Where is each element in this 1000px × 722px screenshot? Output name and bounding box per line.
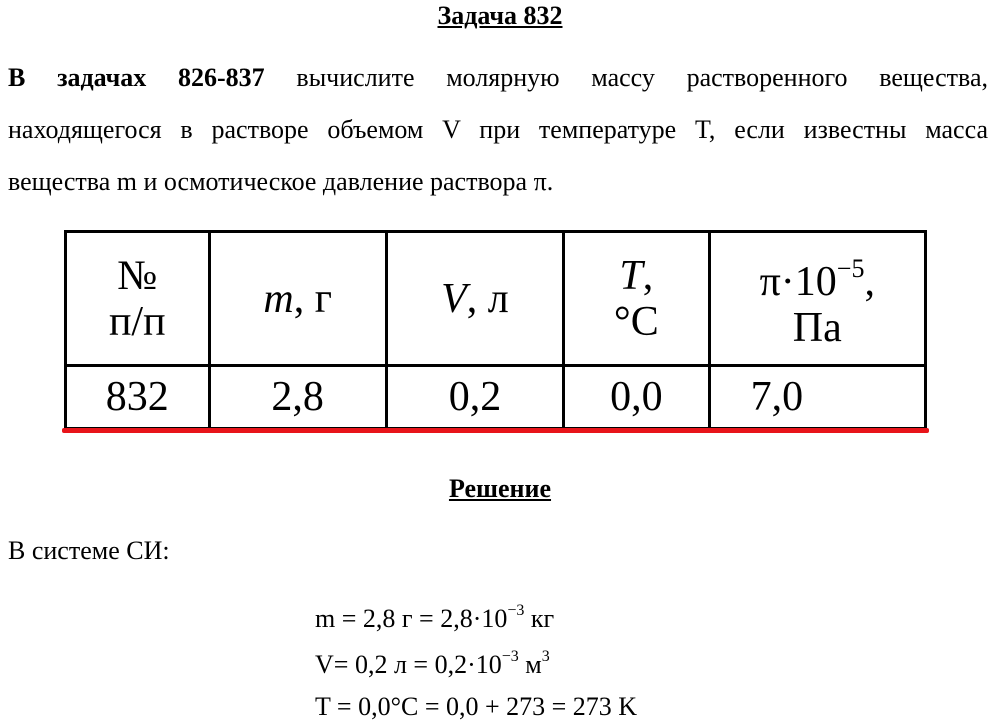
statement-line-3: вещества m и осмотическое давление раствора π. xyxy=(8,167,554,196)
eq-volume-text: V= 0,2 л = 0,2·10 xyxy=(315,650,502,679)
table-row xyxy=(66,366,926,429)
cell-pressure: 7,0 xyxy=(709,366,925,429)
eq-mass-unit: кг xyxy=(524,604,555,633)
problem-statement xyxy=(8,52,988,208)
header-temperature: T, °C xyxy=(564,232,709,366)
cell-number: 832 xyxy=(66,366,210,429)
cell-volume: 0,2 xyxy=(386,366,563,429)
header-pressure: $\pi\cdot 10^{-5}$, Па xyxy=(709,232,925,366)
equation-volume xyxy=(315,648,550,680)
cell-temperature: 0,0 xyxy=(564,366,709,429)
statement-bold: В задачах 826-837 xyxy=(8,63,265,92)
eq-volume-exp: −3 xyxy=(501,648,519,665)
statement-line-2: находящегося в растворе объемом V при температуре T, если известны масса xyxy=(8,115,988,144)
eq-volume-unit-exp: 3 xyxy=(541,648,550,665)
cell-mass: 2,8 xyxy=(209,366,386,429)
eq-mass-text: m = 2,8 г = 2,8·10 xyxy=(315,604,508,633)
statement-line-1-rest: вычислите молярную массу растворенного вещества, xyxy=(264,63,988,92)
solution-title: Решение xyxy=(448,474,552,503)
highlight-underline xyxy=(62,428,929,433)
equation-mass xyxy=(315,602,554,634)
eq-mass-exp: −3 xyxy=(507,602,525,619)
header-mass: m, г xyxy=(209,232,386,366)
data-table xyxy=(64,230,927,430)
page-title: Задача 832 xyxy=(437,1,563,30)
header-number: № п/п xyxy=(66,232,210,366)
statement-line-1 xyxy=(8,52,988,104)
si-label: В системе СИ: xyxy=(8,536,170,565)
equation-temperature: T = 0,0°C = 0,0 + 273 = 273 K xyxy=(315,692,638,721)
table-header-row xyxy=(66,232,926,366)
header-volume: V, л xyxy=(386,232,563,366)
eq-volume-unit: м xyxy=(518,650,542,679)
